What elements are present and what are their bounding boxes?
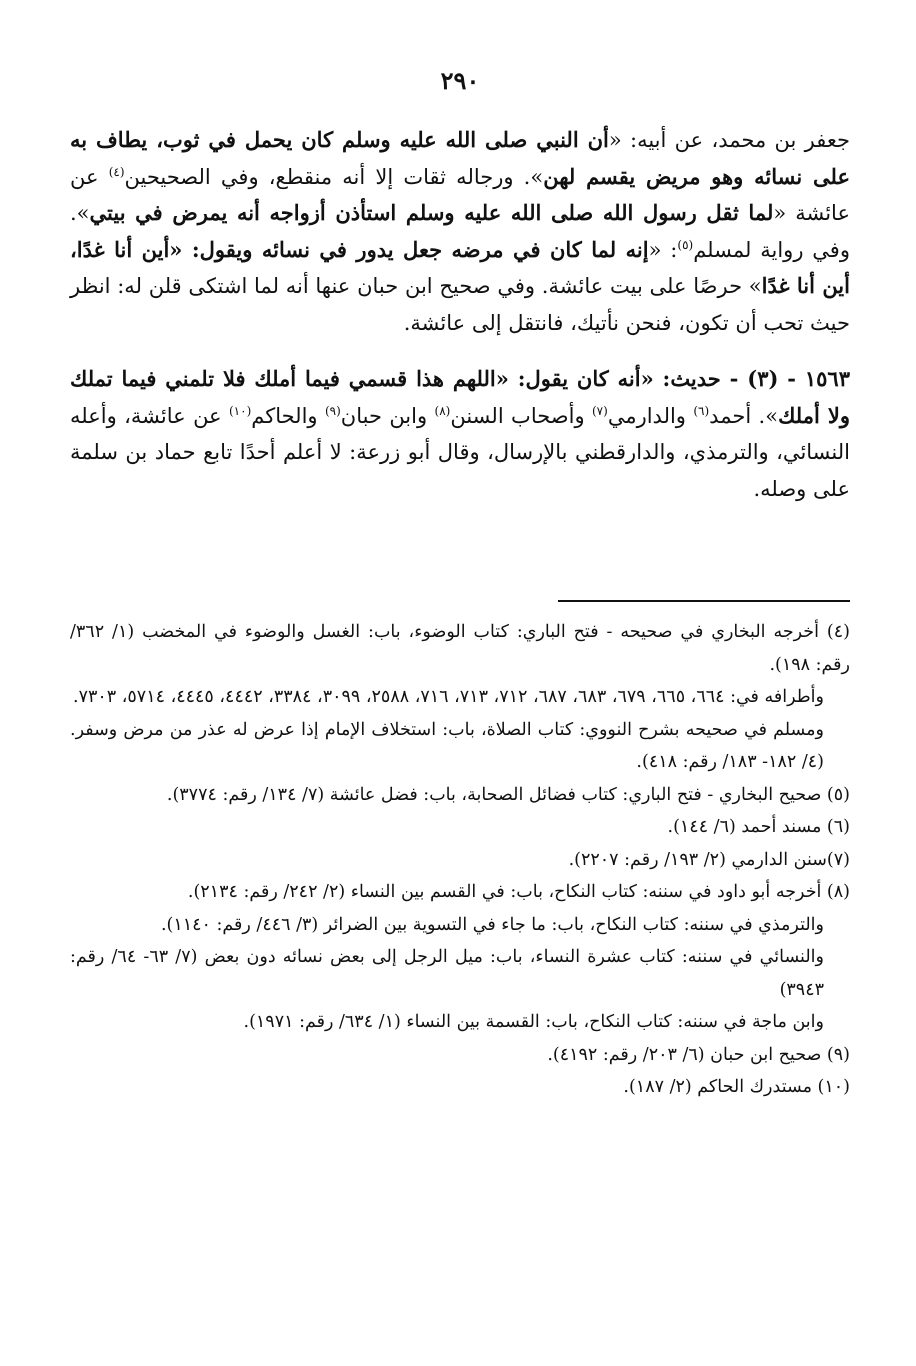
body-text: ». أحمد	[709, 403, 779, 428]
body-text: : «	[648, 237, 678, 262]
footnote-entry: ومسلم في صحيحه بشرح النووي: كتاب الصلاة، باب: استخلاف الإمام إذا عرض له عذر من مرض وسفر. (٤/ ١٨٢- ١٨٣/ رقم: ٤١٨).	[70, 719, 824, 772]
main-text	[70, 122, 850, 507]
body-text: جعفر بن محمد، عن أبيه: «	[608, 128, 850, 152]
footnote-reference: (٦)	[693, 403, 710, 418]
footnote-entry: والترمذي في سننه: كتاب النكاح، باب: ما جاء في التسوية بين الضرائر (٣/ ٤٤٦/ رقم: ١١٤٠).	[160, 914, 824, 935]
footnote-entry: (٧)سنن الدارمي (٢/ ١٩٣/ رقم: ٢٢٠٧).	[568, 849, 850, 870]
footnote-reference: (٩)	[324, 403, 341, 418]
page-number: ٢٩٠	[440, 66, 480, 95]
book-page	[70, 0, 850, 1366]
footnote-divider	[558, 600, 850, 602]
footnote-entry: (٥) صحيح البخاري - فتح الباري: كتاب فضائل الصحابة، باب: فضل عائشة (٧/ ١٣٤/ رقم: ٣٧٧٤).	[166, 784, 850, 805]
hadith-quote-text: ١٥٦٣ - (٣) - حديث: «	[640, 366, 850, 391]
footnote-entry: (٩) صحيح ابن حبان (٦/ ٢٠٣/ رقم: ٤١٩٢).	[547, 1044, 850, 1065]
footnote-entry: وأطرافه في: ٦٦٤، ٦٦٥، ٦٧٩، ٦٨٣، ٦٨٧، ٧١٢، ٧١٣، ٧١٦، ٢٥٨٨، ٣٠٩٩، ٣٣٨٤، ٤٤٤٢، ٤٤٤٥، ٥٧١٤، ٧٣٠٣.	[72, 687, 824, 707]
footnote-entry: (٨) أخرجه أبو داود في سننه: كتاب النكاح، باب: في القسم بين النساء (٢/ ٢٤٢/ رقم: ٢١٣٤).	[187, 882, 850, 902]
footnote-entry: (٤) أخرجه البخاري في صحيحه - فتح الباري: كتاب الوضوء، باب: الغسل والوضوء في المخضب (١/ ٣٦٢/ رقم: ١٩٨).	[70, 622, 850, 675]
hadith-quote-text: لما ثقل رسول الله صلى الله عليه وسلم استأذن أزواجه أنه يمرض في بيتي	[89, 200, 774, 225]
footnote-reference: (٤)	[108, 164, 125, 179]
footnote-reference: (٨)	[434, 403, 451, 418]
hadith-quote-text: أنه كان يقول: «اللهم هذا قسمي فيما أملك فلا تلمني فيما تملك ولا أملك	[70, 366, 850, 428]
body-text: » حرصًا على بيت عائشة. وفي صحيح ابن حبان عنها أنه لما اشتكى قلن له: انظر حيث تحب أن تكون، فنحن نأتيك، فانتقل إلى عائشة.	[70, 274, 850, 335]
footnote-reference: (١٠)	[228, 403, 252, 418]
footnote-entry: (١٠) مستدرك الحاكم (٢/ ١٨٧).	[623, 1077, 850, 1097]
footnote-entry: (٦) مسند أحمد (٦/ ١٤٤).	[667, 817, 850, 837]
body-text: وأصحاب السنن	[450, 403, 592, 428]
body-text: ». وفي رواية لمسلم	[70, 201, 850, 262]
body-text: والدارمي	[607, 403, 694, 428]
footnote-reference: (٥)	[677, 237, 694, 252]
body-text: عن عائشة، وأعله النسائي، والترمذي، والدارقطني بالإرسال، وقال أبو زرعة: لا أعلم أحدًا تابع حماد بن سلمة على وصله.	[70, 403, 850, 501]
body-text: وابن حبان	[340, 403, 435, 428]
body-text: ». ورجاله ثقات إلا أنه منقطع، وفي الصحيحين	[124, 164, 544, 189]
body-text: عن عائشة «	[70, 164, 850, 225]
footnote-entry: والنسائي في سننه: كتاب عشرة النساء، باب: ميل الرجل إلى بعض نسائه دون بعض (٧/ ٦٣- ٦٤/ رقم: ٣٩٤٣)	[70, 947, 824, 1000]
body-text: والحاكم	[251, 403, 325, 428]
footnote-entry: وابن ماجة في سننه: كتاب النكاح، باب: القسمة بين النساء (١/ ٦٣٤/ رقم: ١٩٧١).	[243, 1012, 824, 1032]
paragraph-hadith-1563	[70, 361, 850, 507]
hadith-quote-text: أن النبي صلى الله عليه وسلم كان يحمل في ثوب، يطاف به على نسائه وهو مريض يقسم لهن	[70, 127, 850, 189]
footnote-reference: (٧)	[591, 403, 608, 418]
paragraph-hadith-commentary	[70, 122, 850, 341]
footnotes	[70, 616, 850, 1104]
hadith-quote-text: إنه لما كان في مرضه جعل يدور في نسائه ويقول: «أين أنا غدًا، أين أنا غدًا	[70, 236, 850, 298]
